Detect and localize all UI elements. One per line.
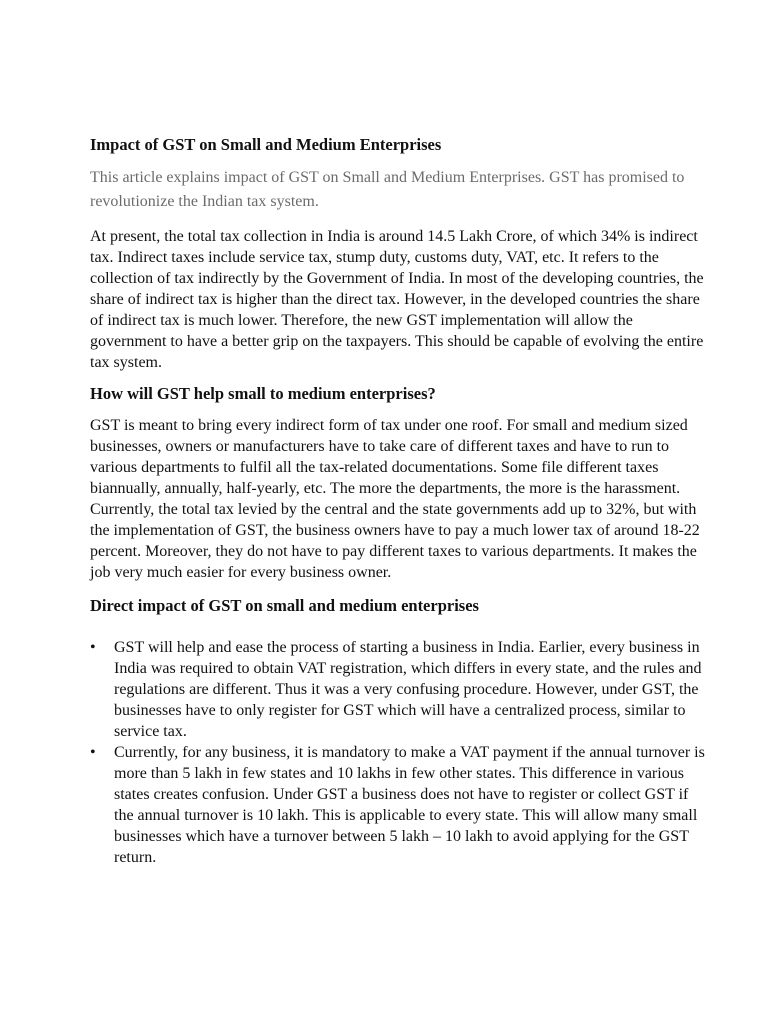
document-page <box>90 134 710 868</box>
intro-paragraph: At present, the total tax collection in India is around 14.5 Lakh Crore, of which 34% is indirect tax. Indirect taxes include service tax, stump duty, customs duty, VAT, etc. It refers to the collection of tax indirectly by the Government of India. In most of the developing countries, the share of indirect tax is higher than the direct tax. However, in the developed countries the share of indirect tax is much lower. Therefore, the new GST implementation will allow the government to have a better grip on the taxpayers. This should be capable of evolving the entire tax system. <box>90 228 704 371</box>
impact-bullet-list <box>90 637 710 868</box>
list-item-text: Currently, for any business, it is mandatory to make a VAT payment if the annual turnover is more than 5 lakh in few states and 10 lakhs in few other states. This difference in various states creates confusion. Under GST a business does not have to register or collect GST if the annual turnover is 10 lakh. This is applicable to every state. This will allow many small businesses which have a turnover between 5 lakh – 10 lakh to avoid applying for the GST return. <box>114 744 705 866</box>
section-heading-help: How will GST help small to medium enterprises? <box>90 384 436 403</box>
article-lead: This article explains impact of GST on Small and Medium Enterprises. GST has promised to revolutionize the Indian tax system. <box>90 169 685 210</box>
list-item <box>90 742 710 868</box>
article-title: Impact of GST on Small and Medium Enterprises <box>90 135 442 154</box>
bullet-icon: • <box>90 744 96 761</box>
section-paragraph-help: GST is meant to bring every indirect form of tax under one roof. For small and medium sized businesses, owners or manufacturers have to take care of different taxes and have to run to various departments to fulfil all the tax-related documentations. Some file different taxes biannually, annually, half-yearly, etc. The more the departments, the more is the harassment. Currently, the total tax levied by the central and the state governments add up to 32%, but with the implementation of GST, the business owners have to pay a much lower tax of around 18-22 percent. Moreover, they do not have to pay different taxes to various departments. It makes the job very much easier for every business owner. <box>90 417 700 581</box>
bullet-icon: • <box>90 639 96 656</box>
section-heading-direct-impact: Direct impact of GST on small and medium enterprises <box>90 596 479 615</box>
list-item <box>90 637 710 742</box>
list-item-text: GST will help and ease the process of starting a business in India. Earlier, every business in India was required to obtain VAT registration, which differs in every state, and the rules and regulations are different. Thus it was a very confusing procedure. However, under GST, the businesses have to only register for GST which will have a centralized process, similar to service tax. <box>114 639 702 740</box>
